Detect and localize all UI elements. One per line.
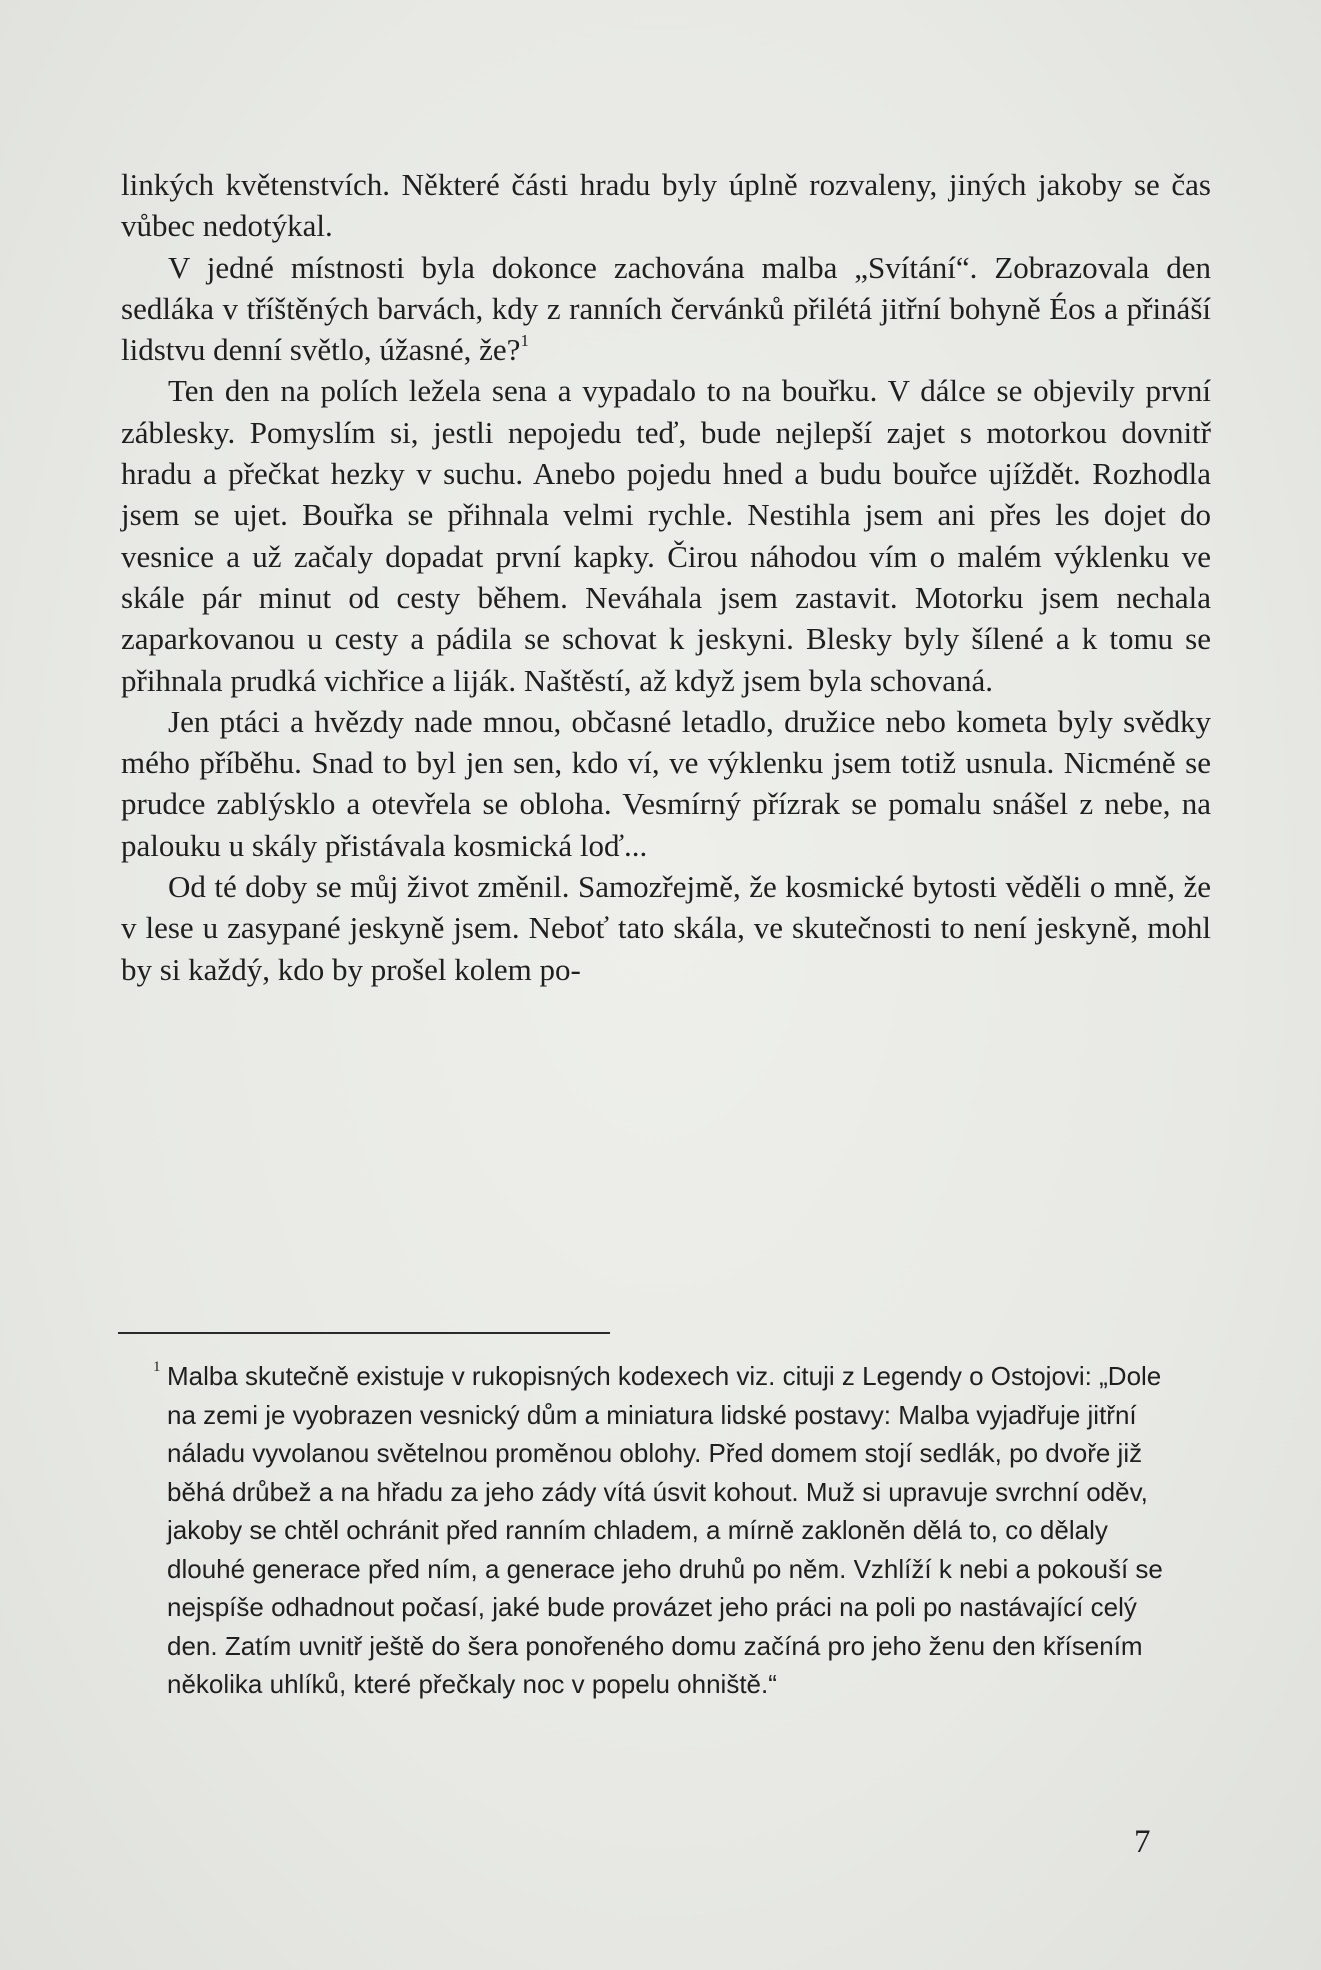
footnote-divider <box>118 1332 610 1334</box>
paragraph-3: Ten den na polích ležela sena a vypadalo to na bouřku. V dálce se objevily první záblesky. Pomyslím si, jestli nepojedu teď, bude nejlepší zajet s motorkou dovnitř hradu a přečkat hezky v suchu. Anebo pojedu hned a budu bouřce ujíždět. Rozhodla jsem se ujet. Bouřka se přihnala velmi rychle. Nestihla jsem ani přes les dojet do vesnice a už začaly dopadat první kapky. Čirou náhodou vím o malém výklenku ve skále pár minut od cesty během. Neváhala jsem zastavit. Motorku jsem nechala zaparkovanou u cesty a pádila se schovat k jeskyni. Blesky byly šílené a k tomu se přihnala prudká vichřice a liják. Naštěstí, až když jsem byla schovaná. <box>121 373 1211 698</box>
paragraph-2 <box>121 247 1211 371</box>
paragraph-1: linkých květenstvích. Některé části hradu byly úplně rozvaleny, jiných jakoby se čas vůbec nedotýkal. <box>121 167 1211 244</box>
footnote-marker: 1 <box>153 1359 161 1375</box>
footnote-text: Malba skutečně existuje v rukopisných kodexech viz. cituji z Legendy o Ostojovi: „Dole na zemi je vyobrazen vesnický dům a miniatura lidské postavy: Malba vyjadřuje jitřní náladu vyvolanou světelnou proměnou oblohy. Před domem stojí sedlák, po dvoře již běhá drůbež a na hřadu za jeho zády vítá úsvit kohout. Muž si upravuje svrchní oděv, jakoby se chtěl ochránit před ranním chladem, a mírně zakloněn dělá to, co dělaly dlouhé generace před ním, a generace jeho druhů po něm. Vzhlíží k nebi a pokouší se nejspíše odhadnout počasí, jaké bude provázet jeho práci na poli po nastávající celý den. Zatím uvnitř ještě do šera ponořeného domu začíná pro jeho ženu den křísením několika uhlíků, které přečkaly noc v popelu ohniště.“ <box>167 1361 1163 1699</box>
footnote-reference[interactable]: 1 <box>520 331 529 351</box>
paragraph-4: Jen ptáci a hvězdy nade mnou, občasné letadlo, družice nebo kometa byly svědky mého příběhu. Snad to byl jen sen, kdo ví, ve výklenku jsem totiž usnula. Nicméně se prudce zablýsklo a otevřela se obloha. Vesmírný přízrak se pomalu snášel z nebe, na palouku u skály přistávala kosmická loď... <box>121 703 1211 863</box>
main-text <box>121 164 1211 990</box>
paragraph-5: Od té doby se můj život změnil. Samozřejmě, že kosmické bytosti věděli o mně, že v lese u zasypané jeskyně jsem. Neboť tato skála, ve skutečnosti to není jeskyně, mohl by si každý, kdo by prošel kolem po- <box>121 869 1211 987</box>
footnote <box>153 1357 1167 1704</box>
paragraph-2-text: V jedné místnosti byla dokonce zachována malba „Svítání“. Zobrazovala den sedláka v tříštěných barvách, kdy z ranních červánků přilétá jitřní bohyně Éos a přináší lidstvu denní světlo, úžasné, že? <box>121 249 1211 368</box>
page-number: 7 <box>1134 1824 1151 1860</box>
